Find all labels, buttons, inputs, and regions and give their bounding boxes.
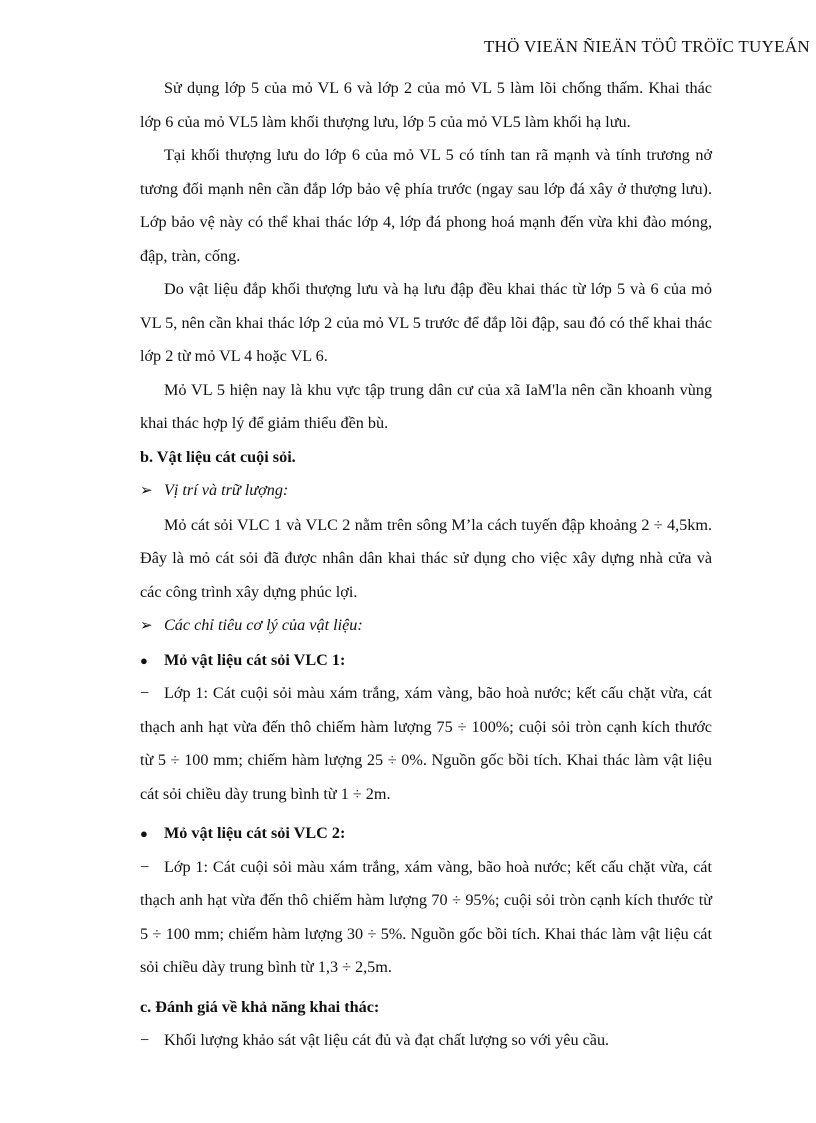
mine1-title-label: Mỏ vật liệu cát sỏi VLC 1:	[164, 650, 346, 669]
section-c-title: c. Đánh giá về khả năng khai thác:	[140, 997, 380, 1016]
mine1-layer-text: Lớp 1: Cát cuội sỏi màu xám trắng, xám vàng, bão hoà nước; kết cấu chặt vừa, cát thạch anh hạt vừa đến thô chiếm hàm lượng 75 ÷ 100%; cuội sỏi tròn cạnh kích thước từ 5 ÷ 100 mm; chiếm hàm lượng 25 ÷ 0%. Nguồn gốc bồi tích. Khai thác làm vật liệu cát sỏi chiều dày trung bình từ 1 ÷ 2m.	[140, 684, 712, 803]
section-b-title: b. Vật liệu cát cuội sỏi.	[140, 447, 296, 466]
bullet-dot-icon: ●	[140, 652, 148, 668]
page-content	[140, 72, 712, 1058]
mine2-title	[140, 817, 712, 851]
paragraph-core-layers: Sử dụng lớp 5 của mỏ VL 6 và lớp 2 của mỏ VL 5 làm lõi chống thấm. Khai thác lớp 6 của mỏ VL5 làm khối thượng lưu, lớp 5 của mỏ VL5 làm khối hạ lưu.	[140, 79, 712, 131]
arrow-bullet-icon: ➢	[140, 483, 153, 499]
paragraph-location: Mỏ cát sỏi VLC 1 và VLC 2 nằm trên sông M’la cách tuyến đập khoảng 2 ÷ 4,5km. Đây là mỏ cát sỏi đã được nhân dân khai thác sử dụng cho việc xây dựng nhà cửa và các công trình xây dựng phúc lợi.	[140, 515, 712, 601]
subheading-location-label: Vị trí và trữ lượng:	[164, 481, 289, 499]
mine2-title-label: Mỏ vật liệu cát sỏi VLC 2:	[164, 824, 346, 842]
dash-icon: −	[140, 857, 150, 876]
mine1-layer-description	[140, 677, 712, 811]
subheading-properties-label: Các chỉ tiêu cơ lý của vật liệu:	[164, 616, 363, 634]
subheading-location	[140, 474, 712, 509]
section-c-item-text: Khối lượng khảo sát vật liệu cát đủ và đạt chất lượng so với yêu cầu.	[164, 1031, 610, 1049]
mine2-layer-text: Lớp 1: Cát cuội sỏi màu xám trắng, xám vàng, bão hoà nước; kết cấu chặt vừa, cát thạch anh hạt vừa đến thô chiếm hàm lượng 70 ÷ 95%; cuội sỏi tròn cạnh kích thước từ 5 ÷ 100 mm; chiếm hàm lượng 30 ÷ 5%. Nguồn gốc bồi tích. Khai thác làm vật liệu cát sỏi chiều dày trung bình từ 1,3 ÷ 2,5m.	[140, 857, 712, 976]
mine2-layer-description	[140, 851, 712, 985]
mine1-title	[140, 644, 712, 678]
paragraph-extraction-order: Do vật liệu đắp khối thượng lưu và hạ lưu đập đều khai thác từ lớp 5 và 6 của mỏ VL 5, nên cần khai thác lớp 2 của mỏ VL 5 trước để đắp lõi đập, sau đó có thể khai thác lớp 2 từ mỏ VL 4 hoặc VL 6.	[140, 280, 712, 365]
paragraph-residential-area: Mỏ VL 5 hiện nay là khu vực tập trung dân cư của xã IaM'la nên cần khoanh vùng khai thác hợp lý để giảm thiểu đền bù.	[140, 380, 712, 432]
page-header: THÖ VIEÄN ÑIEÄN TÖÛ TRÖÏC TUYEÁN	[483, 37, 810, 56]
arrow-bullet-icon: ➢	[140, 618, 153, 634]
bullet-dot-icon: ●	[140, 826, 148, 841]
subheading-properties	[140, 609, 712, 644]
dash-icon: −	[140, 684, 150, 702]
dash-icon: −	[140, 1031, 150, 1049]
section-c-item	[140, 1024, 712, 1058]
paragraph-upstream-protection: Tại khối thượng lưu do lớp 6 của mỏ VL 5 có tính tan rã mạnh và tính trương nở tương đối mạnh nên cần đắp lớp bảo vệ phía trước (ngay sau lớp đá xây ở thượng lưu). Lớp bảo vệ này có thể khai thác lớp 4, lớp đá phong hoá mạnh đến vừa khi đào móng, đập, tràn, cống.	[140, 146, 712, 265]
